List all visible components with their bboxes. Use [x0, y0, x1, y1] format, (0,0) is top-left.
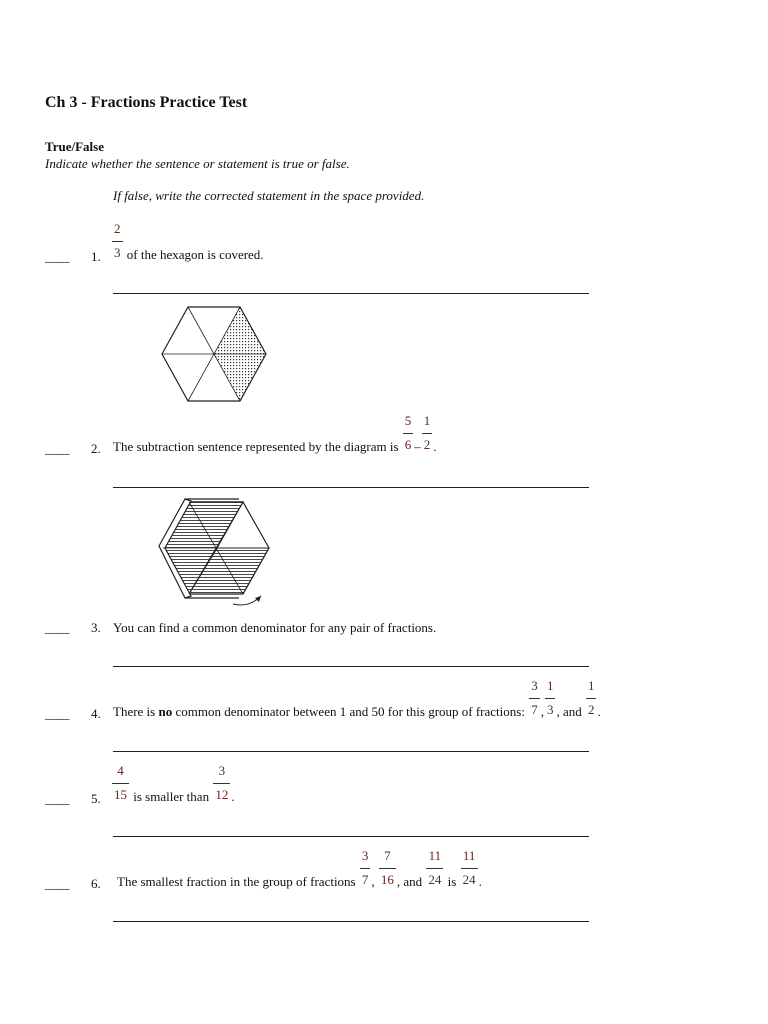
- numerator: 11: [461, 849, 478, 869]
- answer-line-5[interactable]: [113, 836, 589, 837]
- fraction-seven-sixteenths: [379, 849, 396, 886]
- question-4-bold: no: [158, 704, 173, 719]
- question-6-mid: is: [447, 874, 457, 889]
- section-note: If false, write the corrected statement in the space provided.: [113, 188, 425, 203]
- denominator: 3: [114, 245, 121, 260]
- denominator: 12: [215, 787, 229, 802]
- fraction-two-thirds: [112, 222, 123, 259]
- minus-sign: –: [414, 439, 421, 454]
- answer-blank-6[interactable]: ____: [45, 876, 69, 891]
- denominator: 2: [587, 702, 595, 717]
- question-1-text: of the hexagon is covered.: [126, 247, 264, 262]
- fraction-three-twelfths: [213, 764, 230, 801]
- fraction-eleven-twentyfourths: [426, 849, 443, 886]
- question-3-text: You can find a common denominator for any pair of fractions.: [113, 620, 437, 635]
- question-2-end: .: [433, 439, 437, 454]
- section-instruction: Indicate whether the sentence or statement is true or false.: [45, 156, 350, 171]
- question-4-end: .: [597, 704, 601, 719]
- arrow-icon: [233, 596, 261, 605]
- denominator: 7: [361, 872, 369, 887]
- denominator: 24: [428, 872, 442, 887]
- answer-line-1[interactable]: [113, 293, 589, 294]
- numerator: 1: [586, 679, 597, 699]
- fraction-five-sixths: [403, 414, 414, 451]
- denominator: 24: [462, 872, 476, 887]
- numerator: 7: [379, 849, 396, 869]
- covered-triangle: [214, 307, 266, 354]
- numerator: 5: [403, 414, 414, 434]
- answer-blank-3[interactable]: ____: [45, 620, 69, 635]
- separator: , and: [396, 874, 423, 889]
- answer-blank-1[interactable]: ____: [45, 249, 69, 264]
- separator: ,: [371, 874, 375, 889]
- answer-line-6[interactable]: [113, 921, 589, 922]
- question-5-end: .: [231, 789, 235, 804]
- numerator: 1: [545, 679, 556, 699]
- answer-blank-4[interactable]: ____: [45, 706, 69, 721]
- separator: , and: [556, 704, 582, 719]
- numerator: 3: [529, 679, 540, 699]
- question-number-1: 1.: [91, 249, 101, 264]
- denominator: 7: [531, 702, 538, 717]
- question-1: [111, 222, 264, 263]
- section-heading: True/False: [45, 139, 104, 154]
- denominator: 16: [380, 872, 394, 887]
- numerator: 11: [426, 849, 443, 869]
- hexagon-figure-1: [158, 305, 270, 405]
- answer-line-2[interactable]: [113, 487, 589, 488]
- question-6-text: The smallest fraction in the group of fractions: [117, 874, 356, 889]
- question-number-2: 2.: [91, 441, 101, 456]
- answer-blank-2[interactable]: ____: [45, 441, 69, 456]
- question-4: [113, 679, 601, 720]
- question-4-text-b: common denominator between 1 and 50 for this group of fractions:: [175, 704, 525, 719]
- fraction-three-sevenths: [360, 849, 371, 886]
- question-4-text-a: There is: [113, 704, 156, 719]
- question-6: [117, 849, 482, 890]
- fraction-four-fifteenths: [112, 764, 129, 801]
- fraction-one-half: [586, 679, 597, 716]
- denominator: 2: [423, 437, 431, 452]
- question-5-text: is smaller than: [133, 789, 210, 804]
- numerator: 3: [360, 849, 371, 869]
- covered-triangle: [214, 354, 266, 401]
- numerator: 4: [112, 764, 129, 784]
- denominator: 6: [404, 437, 412, 452]
- question-2: [113, 414, 437, 455]
- page-title: Ch 3 - Fractions Practice Test: [45, 94, 248, 111]
- fraction-one-half: [422, 414, 433, 451]
- answer-blank-5[interactable]: ____: [45, 791, 69, 806]
- question-2-text: The subtraction sentence represented by the diagram is: [113, 439, 399, 454]
- question-number-4: 4.: [91, 706, 101, 721]
- denominator: 15: [114, 787, 127, 802]
- numerator: 3: [213, 764, 230, 784]
- answer-line-4[interactable]: [113, 751, 589, 752]
- numerator: 2: [112, 222, 123, 242]
- fraction-three-sevenths: [529, 679, 540, 716]
- hexagon-figure-2: [155, 496, 277, 608]
- fraction-one-third: [545, 679, 556, 716]
- question-number-3: 3.: [91, 620, 101, 635]
- numerator: 1: [422, 414, 433, 434]
- question-6-end: .: [478, 874, 482, 889]
- separator: ,: [540, 704, 544, 719]
- denominator: 3: [546, 702, 554, 717]
- question-number-6: 6.: [91, 876, 101, 891]
- question-5: [111, 764, 235, 805]
- answer-line-3[interactable]: [113, 666, 589, 667]
- question-number-5: 5.: [91, 791, 101, 806]
- fraction-eleven-twentyfourths-answer: [461, 849, 478, 886]
